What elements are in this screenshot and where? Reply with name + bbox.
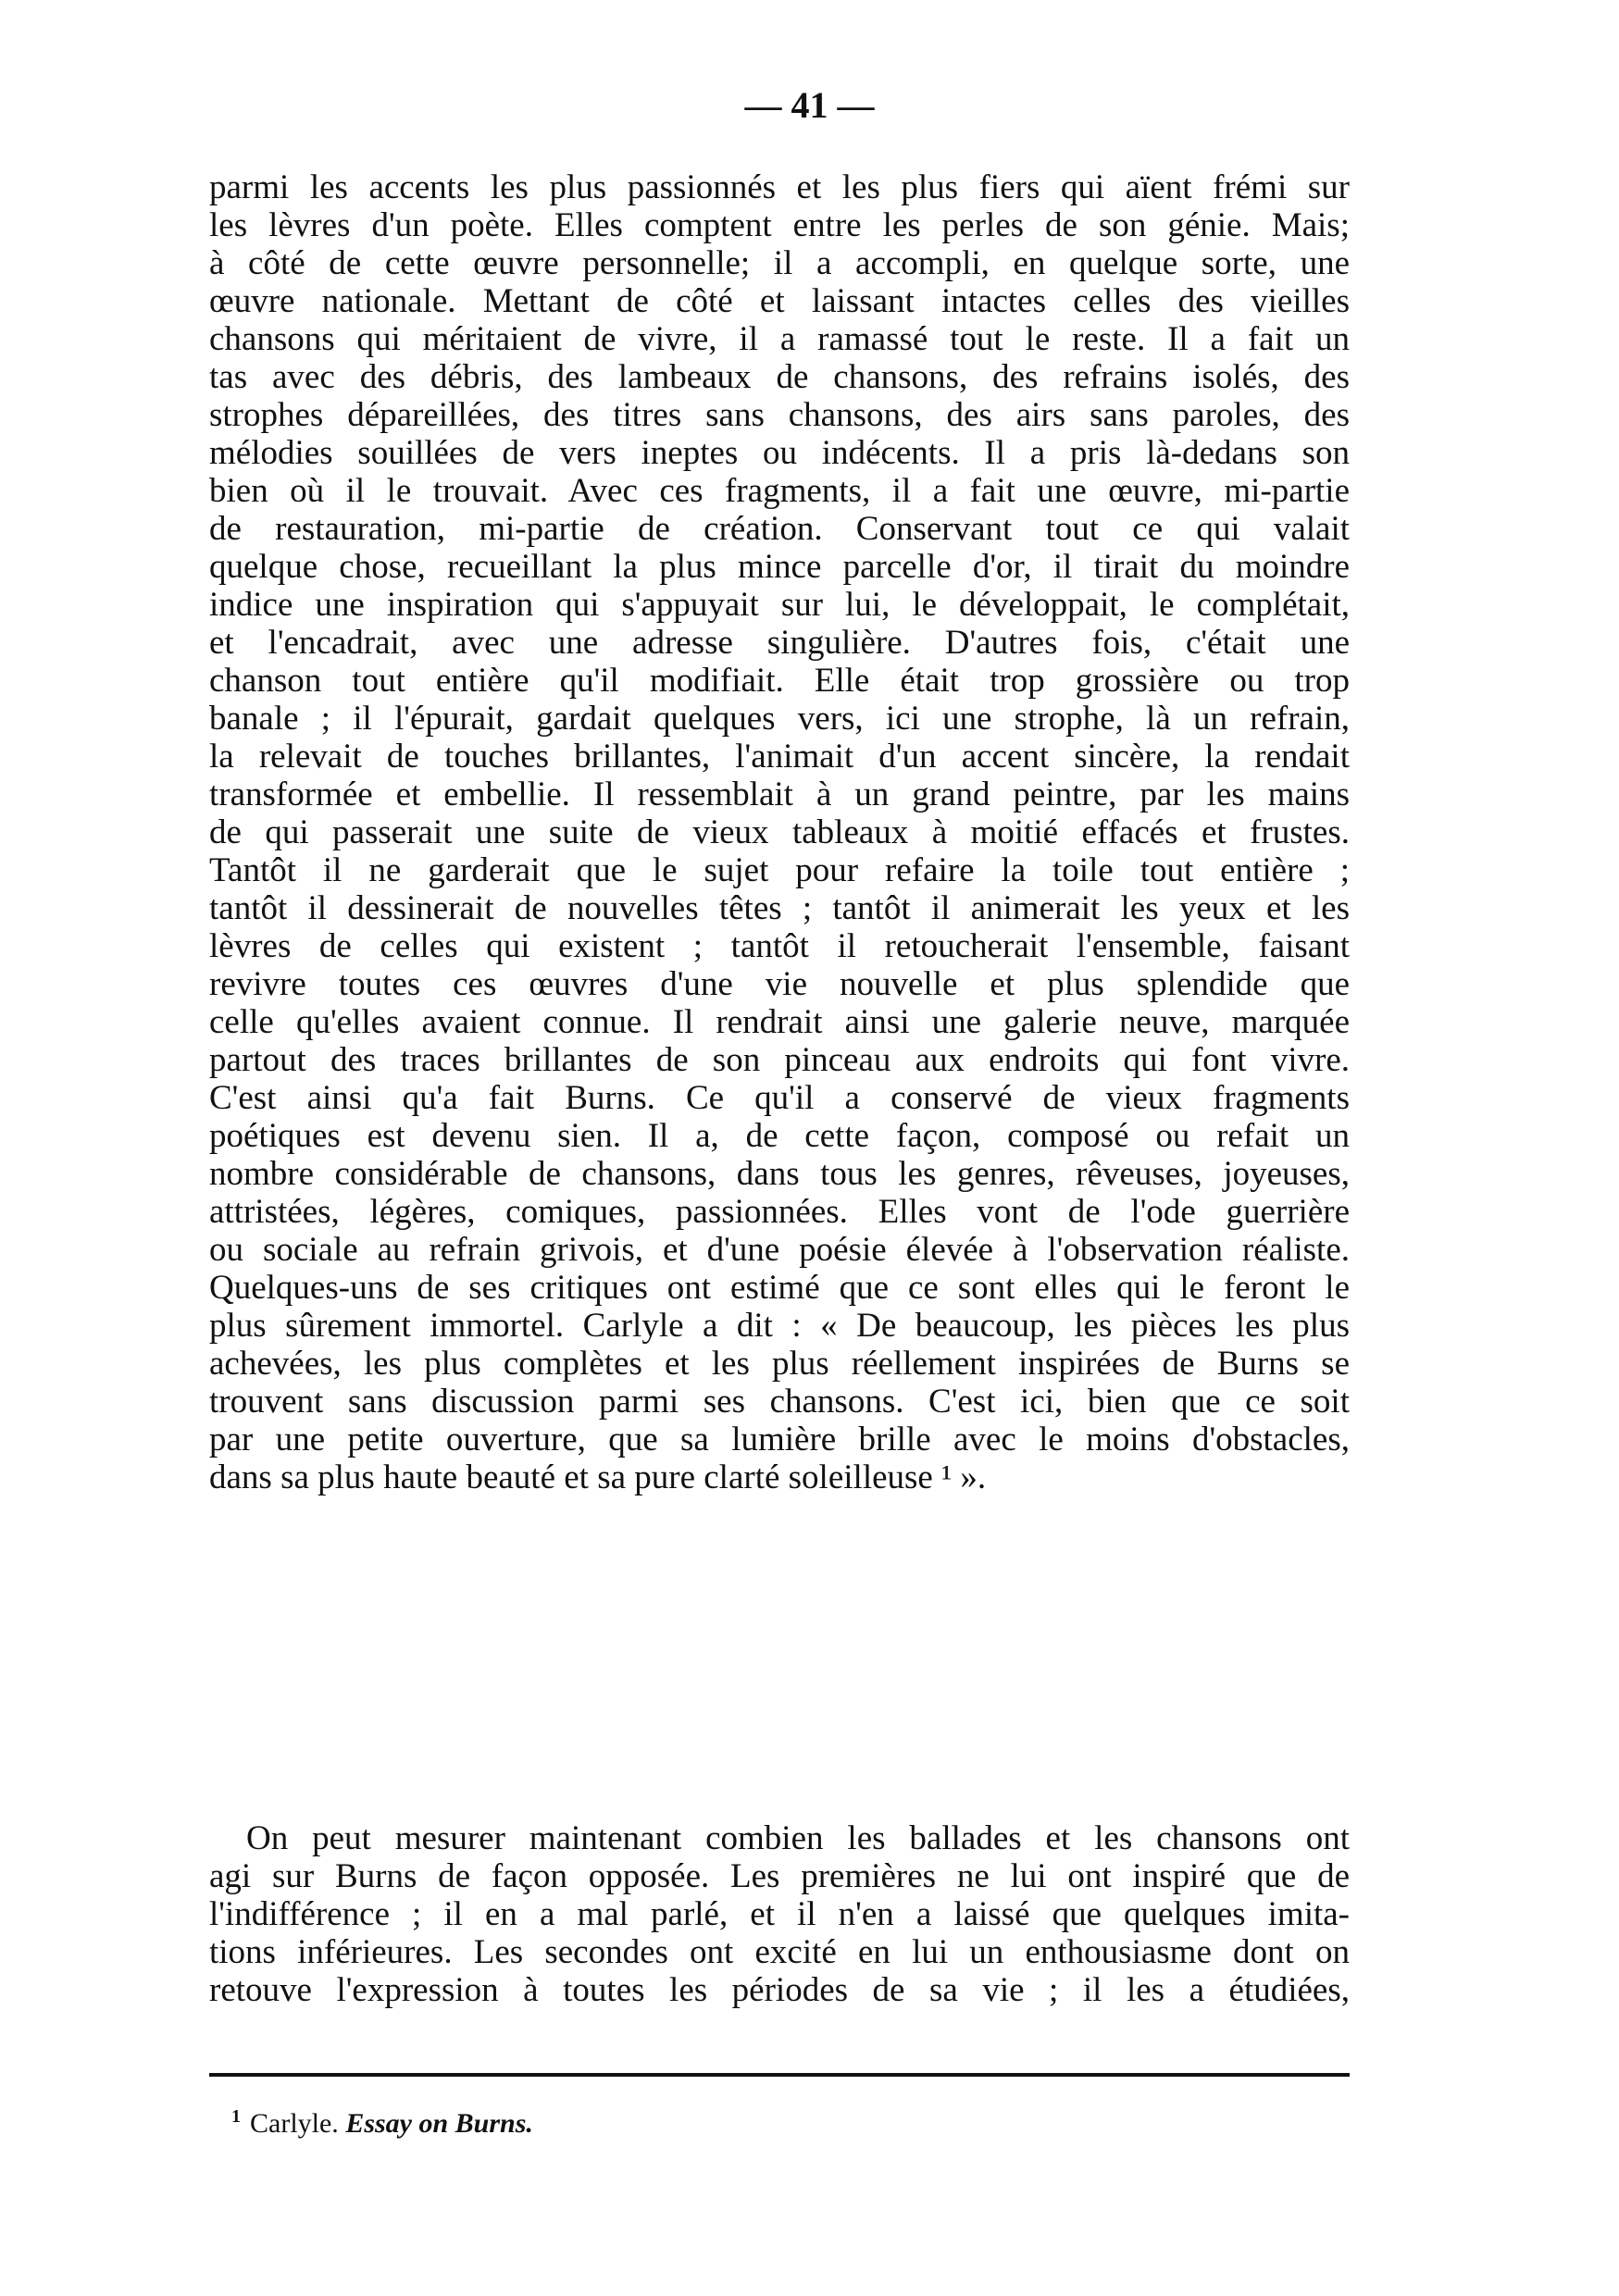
text-line: retouve l'expression à toutes les périodes de sa vie ; il les a étudiées, (209, 1971, 1350, 2009)
text-line: On peut mesurer maintenant combien les ballades et les chansons ont (246, 1819, 1350, 1857)
text-line: Tantôt il ne garderait que le sujet pour refaire la toile tout entière ; (209, 851, 1350, 889)
text-line: chansons qui méritaient de vivre, il a ramassé tout le reste. Il a fait un (209, 320, 1350, 358)
text-line: transformée et embellie. Il ressemblait à un grand peintre, par les mains (209, 776, 1350, 813)
text-line: chanson tout entière qu'il modifiait. Elle était trop grossière ou trop (209, 662, 1350, 700)
text-line: tantôt il dessinerait de nouvelles têtes ; tantôt il animerait les yeux et les (209, 889, 1350, 927)
text-line: plus sûrement immortel. Carlyle a dit : « De beaucoup, les pièces les plus (209, 1307, 1350, 1345)
text-line: dans sa plus haute beauté et sa pure clarté soleilleuse ¹ ». (209, 1458, 987, 1496)
text-line: strophes dépareillées, des titres sans chansons, des airs sans paroles, des (209, 396, 1350, 434)
text-line: et l'encadrait, avec une adresse singulière. D'autres fois, c'était une (209, 624, 1350, 662)
text-line: attristées, légères, comiques, passionnées. Elles vont de l'ode guerrière (209, 1193, 1350, 1231)
text-line: nombre considérable de chansons, dans tous les genres, rêveuses, joyeuses, (209, 1155, 1350, 1193)
text-line: tas avec des débris, des lambeaux de chansons, des refrains isolés, des (209, 358, 1350, 396)
text-line: quelque chose, recueillant la plus mince parcelle d'or, il tirait du moindre (209, 548, 1350, 586)
text-line: indice une inspiration qui s'appuyait sur lui, le développait, le complétait, (209, 586, 1350, 624)
text-line: de restauration, mi-partie de création. Conservant tout ce qui valait (209, 510, 1350, 548)
text-line: banale ; il l'épurait, gardait quelques vers, ici une strophe, là un refrain, (209, 700, 1350, 738)
page-number: — 41 — (744, 84, 875, 126)
text-line: mélodies souillées de vers ineptes ou indécents. Il a pris là-dedans son (209, 434, 1350, 472)
text-line: poétiques est devenu sien. Il a, de cette façon, composé ou refait un (209, 1117, 1350, 1155)
text-line: agi sur Burns de façon opposée. Les premières ne lui ont inspiré que de (209, 1857, 1350, 1895)
footnote-marker: 1 (231, 2106, 241, 2127)
text-line: à côté de cette œuvre personnelle; il a accompli, en quelque sorte, une (209, 244, 1350, 282)
text-line: tions inférieures. Les secondes ont excité en lui un enthousiasme dont on (209, 1933, 1350, 1971)
text-line: C'est ainsi qu'a fait Burns. Ce qu'il a conservé de vieux fragments (209, 1079, 1350, 1117)
text-line: les lèvres d'un poète. Elles comptent entre les perles de son génie. Mais; (209, 206, 1350, 244)
footnote-author: Carlyle. (250, 2108, 339, 2139)
text-line: Quelques-uns de ses critiques ont estimé que ce sont elles qui le feront le (209, 1269, 1350, 1307)
text-line: lèvres de celles qui existent ; tantôt il retoucherait l'ensemble, faisant (209, 927, 1350, 965)
text-line: œuvre nationale. Mettant de côté et laissant intactes celles des vieilles (209, 282, 1350, 320)
paragraph-2 (209, 1819, 1350, 2009)
text-line: de qui passerait une suite de vieux tableaux à moitié effacés et frustes. (209, 813, 1350, 851)
text-line: trouvent sans discussion parmi ses chansons. C'est ici, bien que ce soit (209, 1383, 1350, 1421)
text-line: bien où il le trouvait. Avec ces fragments, il a fait une œuvre, mi-partie (209, 472, 1350, 510)
text-line: l'indifférence ; il en a mal parlé, et il n'en a laissé que quelques imita- (209, 1895, 1350, 1933)
footnote-title: Essay on Burns. (345, 2108, 533, 2139)
footnote-divider (209, 2073, 1350, 2077)
text-line: ou sociale au refrain grivois, et d'une poésie élevée à l'observation réaliste. (209, 1231, 1350, 1269)
text-line: achevées, les plus complètes et les plus réellement inspirées de Burns se (209, 1345, 1350, 1383)
text-line: celle qu'elles avaient connue. Il rendrait ainsi une galerie neuve, marquée (209, 1003, 1350, 1041)
text-line: partout des traces brillantes de son pinceau aux endroits qui font vivre. (209, 1041, 1350, 1079)
text-line: revivre toutes ces œuvres d'une vie nouvelle et plus splendide que (209, 965, 1350, 1003)
text-line: parmi les accents les plus passionnés et les plus fiers qui aïent frémi sur (209, 168, 1350, 206)
text-line: par une petite ouverture, que sa lumière brille avec le moins d'obstacles, (209, 1421, 1350, 1458)
paragraph-1 (209, 168, 1350, 1496)
text-line: la relevait de touches brillantes, l'animait d'un accent sincère, la rendait (209, 738, 1350, 776)
footnote (231, 2106, 533, 2140)
